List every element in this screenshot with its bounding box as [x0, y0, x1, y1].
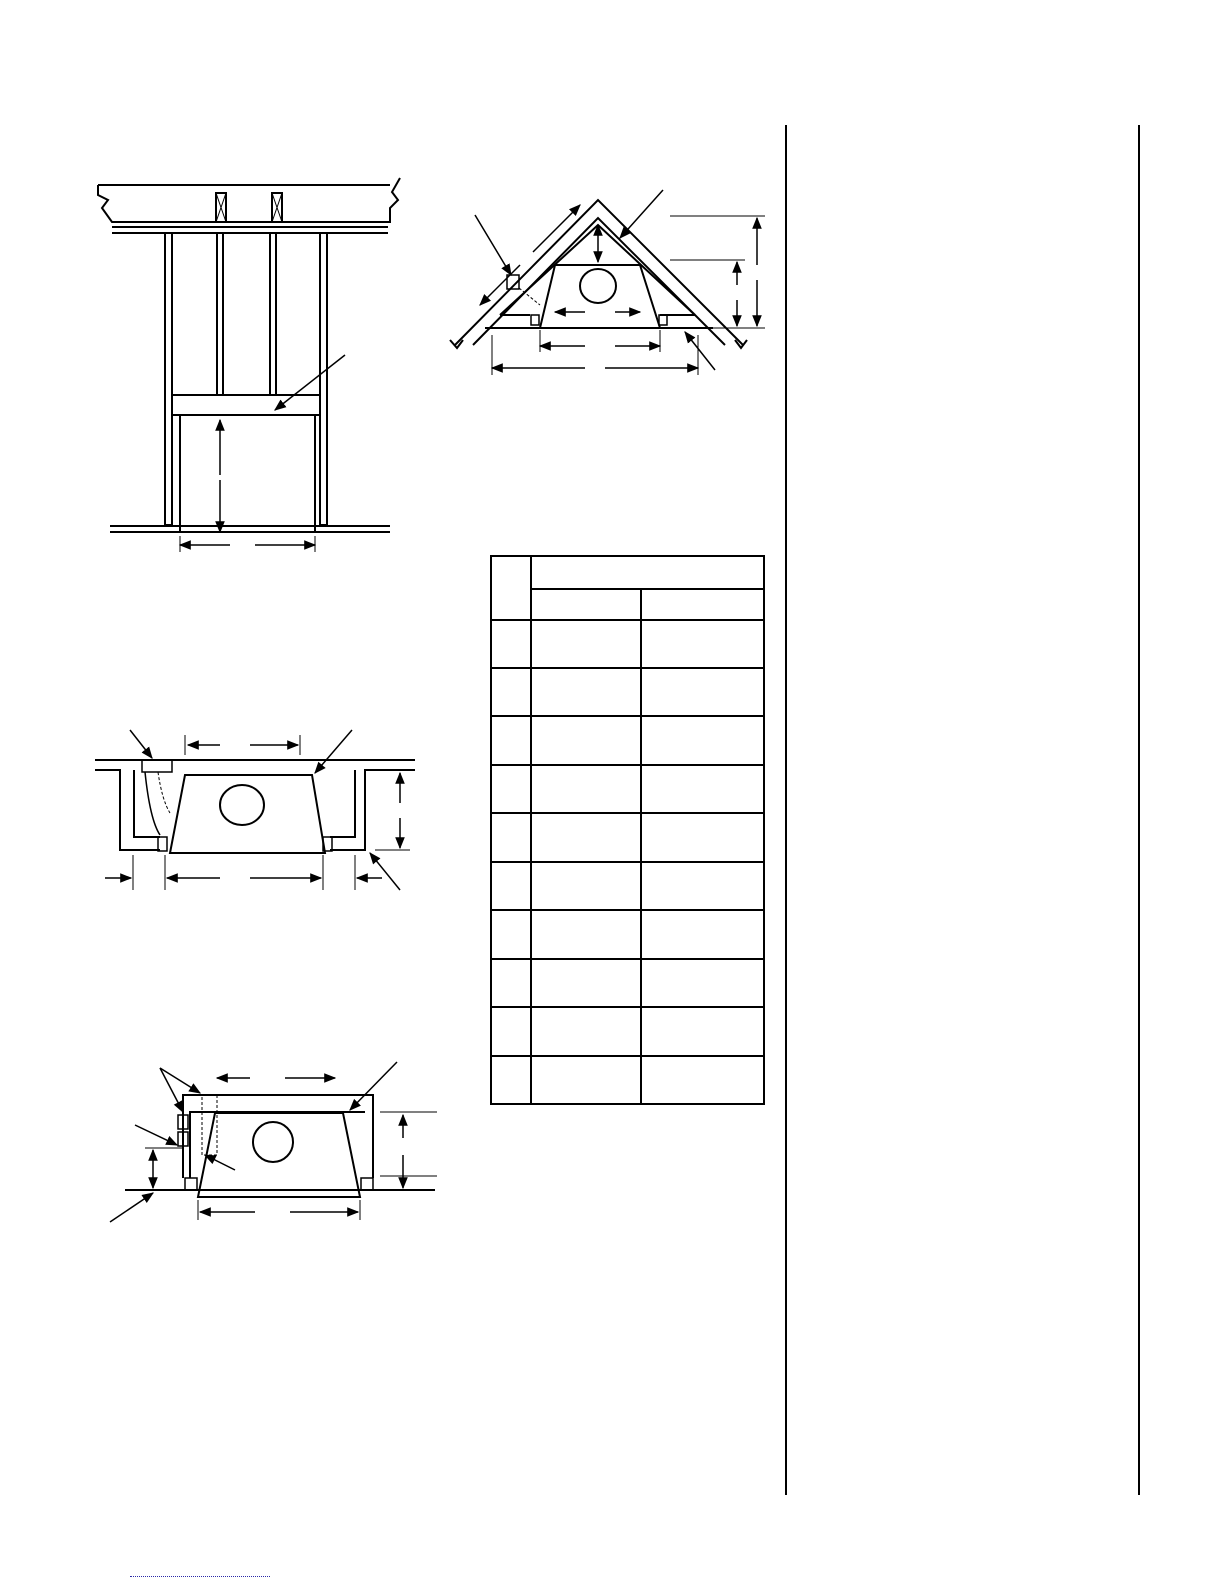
table-cell-b	[641, 765, 764, 813]
table-cell-a	[531, 716, 641, 764]
table-cell-label	[491, 862, 531, 910]
table-cell-a	[531, 813, 641, 861]
table-row	[491, 910, 764, 958]
table-row	[491, 813, 764, 861]
corner-installation-figure	[445, 180, 775, 380]
table-cell-label	[491, 1007, 531, 1055]
table-cell-a	[531, 668, 641, 716]
table-cell-a	[531, 765, 641, 813]
table-cell-a	[531, 862, 641, 910]
table-row	[491, 959, 764, 1007]
table-cell-b	[641, 959, 764, 1007]
table-subheader-row	[491, 589, 764, 619]
table-row	[491, 862, 764, 910]
table-cell-b	[641, 620, 764, 668]
table-cell-b	[641, 910, 764, 958]
table-cell-a	[531, 959, 641, 1007]
flat-wall-recessed-figure	[90, 725, 420, 900]
table-cell-label	[491, 813, 531, 861]
table-row	[491, 1056, 764, 1104]
framing-elevation-figure	[90, 170, 420, 560]
table-row	[491, 765, 764, 813]
table-row	[491, 716, 764, 764]
table-header-group	[531, 556, 764, 589]
table-cell-b	[641, 1056, 764, 1104]
column-rule-right	[1138, 125, 1140, 1495]
table-cell-b	[641, 716, 764, 764]
table-cell-label	[491, 716, 531, 764]
table-cell-b	[641, 668, 764, 716]
table-cell-label	[491, 620, 531, 668]
table-cell-label	[491, 1056, 531, 1104]
footer-link-underline	[130, 1576, 270, 1577]
column-rule-left	[785, 125, 787, 1495]
table-cell-b	[641, 1007, 764, 1055]
table-cell-a	[531, 620, 641, 668]
table-cell-label	[491, 668, 531, 716]
table-corner-cell	[491, 556, 531, 620]
flat-wall-surface-figure	[105, 1060, 445, 1240]
table-cell-label	[491, 765, 531, 813]
table-row	[491, 668, 764, 716]
table-cell-a	[531, 910, 641, 958]
table-header-col-a	[531, 589, 641, 619]
table-cell-b	[641, 862, 764, 910]
dimension-table	[490, 555, 765, 1105]
table-cell-b	[641, 813, 764, 861]
table-cell-a	[531, 1007, 641, 1055]
table-cell-a	[531, 1056, 641, 1104]
table-row	[491, 620, 764, 668]
table-row	[491, 1007, 764, 1055]
table-cell-label	[491, 910, 531, 958]
table-header-row	[491, 556, 764, 589]
table-header-col-b	[641, 589, 764, 619]
table-cell-label	[491, 959, 531, 1007]
